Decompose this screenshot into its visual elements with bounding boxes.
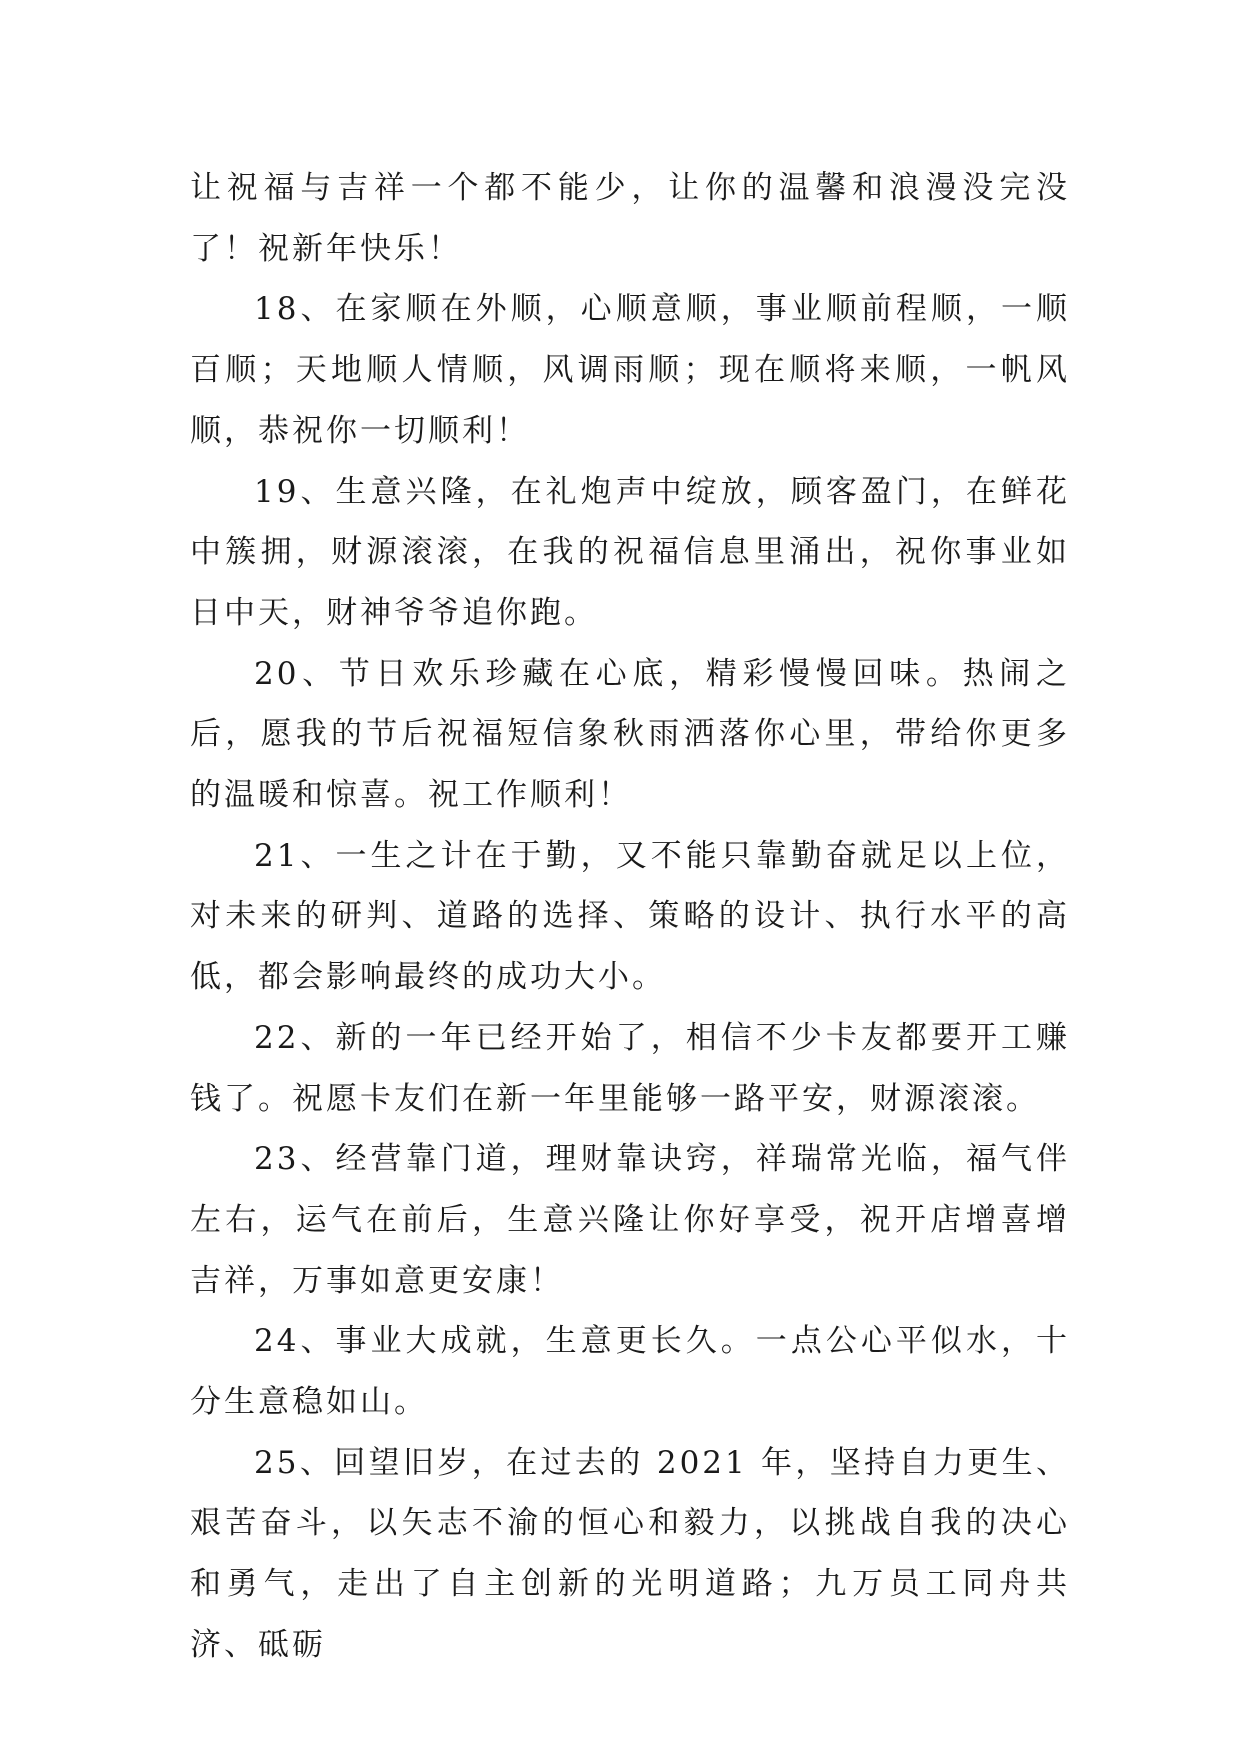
paragraph-25: 25、回望旧岁，在过去的 2021 年，坚持自力更生、艰苦奋斗，以矢志不渝的恒心和毅力，以挑战自我的决心和勇气，走出了自主创新的光明道路；九万员工同舟共济、砥砺 (190, 1444, 1070, 1663)
paragraph-22: 22、新的一年已经开始了，相信不少卡友都要开工赚钱了。祝愿卡友们在新一年里能够一路平安，财源滚滚。 (190, 1019, 1070, 1117)
paragraph-24: 24、事业大成就，生意更长久。一点公心平似水，十分生意稳如山。 (190, 1323, 1070, 1421)
paragraph-continuation: 让祝福与吉祥一个都不能少，让你的温馨和浪漫没完没了！祝新年快乐！ (190, 170, 1070, 267)
paragraph-19: 19、生意兴隆，在礼炮声中绽放，顾客盈门，在鲜花中簇拥，财源滚滚，在我的祝福信息里涌出，祝你事业如日中天，财神爷爷追你跑。 (190, 473, 1070, 631)
paragraph-21: 21、一生之计在于勤，又不能只靠勤奋就足以上位，对未来的研判、道路的选择、策略的设计、执行水平的高低，都会影响最终的成功大小。 (190, 837, 1070, 996)
paragraph-18: 18、在家顺在外顺，心顺意顺，事业顺前程顺，一顺百顺；天地顺人情顺，风调雨顺；现在顺将来顺，一帆风顺，恭祝你一切顺利！ (190, 291, 1070, 449)
paragraph-23: 23、经营靠门道，理财靠诀窍，祥瑞常光临，福气伴左右，运气在前后，生意兴隆让你好享受，祝开店增喜增吉祥，万事如意更安康！ (190, 1141, 1070, 1299)
paragraph-20: 20、节日欢乐珍藏在心底，精彩慢慢回味。热闹之后，愿我的节后祝福短信象秋雨洒落你心里，带给你更多的温暖和惊喜。祝工作顺利！ (190, 655, 1070, 814)
document-body (190, 158, 1070, 1676)
